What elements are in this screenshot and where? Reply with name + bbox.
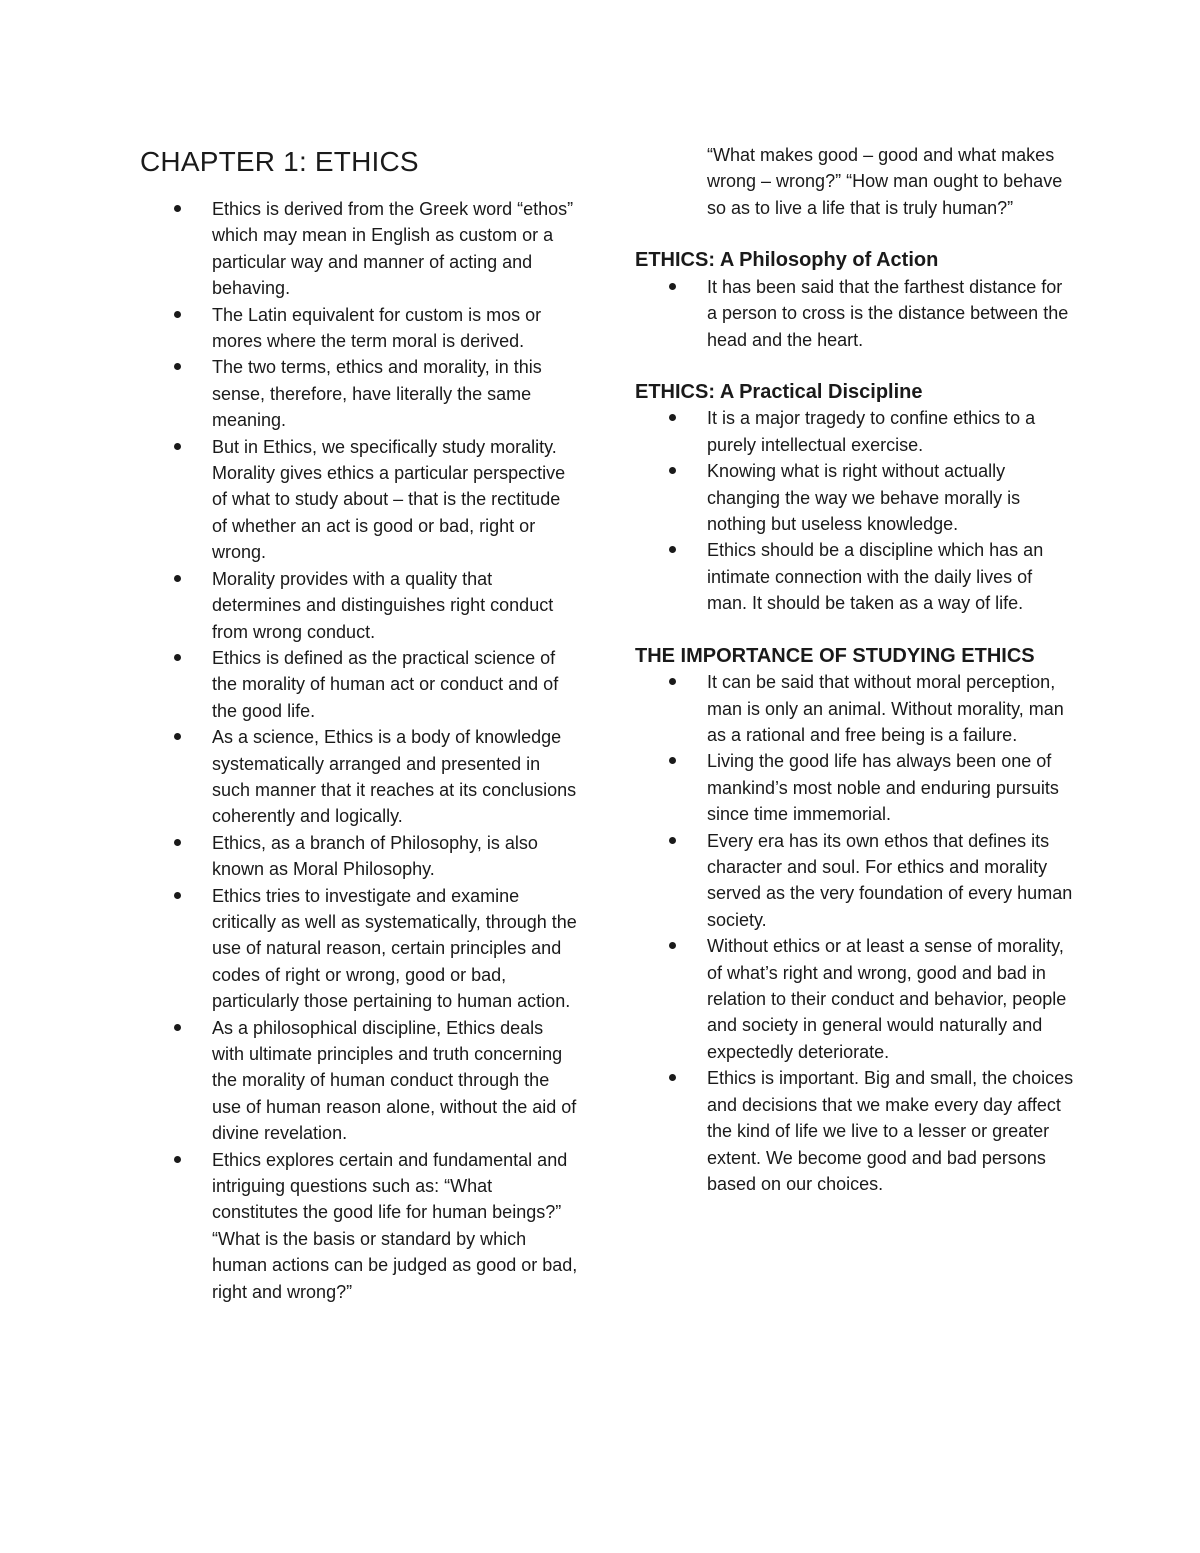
bullet-item: Ethics tries to investigate and examine critically as well as systematically, through the use of natural reason, certain principles and codes of right or wrong, good or bad, particularly those pertaining to human action. [140,883,580,1015]
philosophy-of-action-list [635,274,1075,353]
bullet-icon [174,1156,181,1163]
bullet-item: Living the good life has always been one of mankind’s most noble and enduring pursuits since time immemorial. [635,748,1075,827]
bullet-item: Ethics should be a discipline which has an intimate connection with the daily lives of man. It should be taken as a way of life. [635,537,1075,616]
bullet-item: Ethics is derived from the Greek word “ethos” which may mean in English as custom or a particular way and manner of acting and behaving. [140,196,580,302]
bullet-icon [174,1024,181,1031]
section-heading-importance: THE IMPORTANCE OF STUDYING ETHICS [635,644,1035,667]
bullet-item: As a science, Ethics is a body of knowledge systematically arranged and presented in such manner that it reaches at its conclusions coherently and logically. [140,724,580,830]
bullet-item: As a philosophical discipline, Ethics deals with ultimate principles and truth concerning the morality of human conduct through the use of human reason alone, without the aid of divine revelation. [140,1015,580,1147]
bullet-icon [174,733,181,740]
intro-bullet-list [140,196,580,1305]
bullet-item: Ethics, as a branch of Philosophy, is also known as Moral Philosophy. [140,830,580,883]
bullet-item: But in Ethics, we specifically study morality. Morality gives ethics a particular perspective of what to study about – that is the rectitude of whether an act is good or bad, right or wrong. [140,434,580,566]
bullet-icon [174,311,181,318]
importance-list [635,669,1075,1197]
bullet-icon [669,1074,676,1081]
bullet-icon [174,839,181,846]
bullet-icon [669,757,676,764]
bullet-icon [174,575,181,582]
bullet-icon [174,363,181,370]
practical-discipline-list [635,405,1075,616]
bullet-icon [669,678,676,685]
chapter-title: CHAPTER 1: ETHICS [140,146,419,177]
bullet-item: The Latin equivalent for custom is mos or mores where the term moral is derived. [140,302,580,355]
bullet-item: Ethics is defined as the practical science of the morality of human act or conduct and of the good life. [140,645,580,724]
bullet-item: Without ethics or at least a sense of morality, of what’s right and wrong, good and bad in relation to their conduct and behavior, people and society in general would naturally and expectedly deteriorate. [635,933,1075,1065]
bullet-icon [669,546,676,553]
bullet-icon [174,205,181,212]
continued-paragraph: “What makes good – good and what makes wrong – wrong?” “How man ought to behave so as to live a life that is truly human?” [707,145,1063,218]
bullet-item: Ethics is important. Big and small, the choices and decisions that we make every day affect the kind of life we live to a lesser or greater extent. We become good and bad persons based on our choices. [635,1065,1075,1197]
section-heading-philosophy-of-action: ETHICS: A Philosophy of Action [635,249,939,272]
bullet-icon [174,443,181,450]
bullet-icon [669,414,676,421]
bullet-icon [669,942,676,949]
bullet-item: The two terms, ethics and morality, in this sense, therefore, have literally the same meaning. [140,354,580,433]
bullet-icon [174,654,181,661]
bullet-item: It is a major tragedy to confine ethics to a purely intellectual exercise. [635,405,1075,458]
section-heading-practical-discipline: ETHICS: A Practical Discipline [635,380,923,403]
bullet-item: It has been said that the farthest distance for a person to cross is the distance between the head and the heart. [635,274,1075,353]
bullet-item: Knowing what is right without actually changing the way we behave morally is nothing but useless knowledge. [635,458,1075,537]
bullet-item: Every era has its own ethos that defines its character and soul. For ethics and morality served as the very foundation of every human society. [635,828,1075,934]
left-column [140,140,580,1305]
bullet-icon [669,837,676,844]
bullet-icon [174,892,181,899]
bullet-item: Morality provides with a quality that determines and distinguishes right conduct from wrong conduct. [140,566,580,645]
bullet-icon [669,467,676,474]
right-column [635,142,1075,1197]
bullet-item: It can be said that without moral perception, man is only an animal. Without morality, man as a rational and free being is a failure. [635,669,1075,748]
bullet-item: Ethics explores certain and fundamental and intriguing questions such as: “What constitutes the good life for human beings?” “What is the basis or standard by which human actions can be judged as good or bad, right and wrong?” [140,1147,580,1305]
bullet-icon [669,283,676,290]
